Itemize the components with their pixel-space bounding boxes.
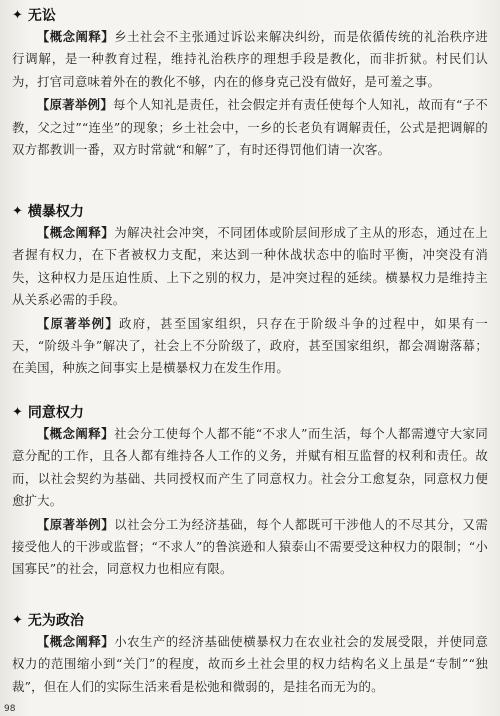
section-hengbao-quanli bbox=[12, 203, 488, 380]
section-heading bbox=[12, 612, 488, 630]
paragraph-text: 乡土社会不主张通过诉讼来解决纠纷，而是依循传统的礼治秩序进行调解，是一种教育过程，维持礼治秩序的理想手段是教化，而非折狱。村民们认为，打官司意味着外在的教化不够，内在的修身克己没有做好，是可羞之事。 bbox=[12, 29, 488, 89]
example-tag: 【原著举例】 bbox=[36, 315, 120, 331]
paragraph-text: 社会分工使每个人都不能“不求人”而生活，每个人都需遵守大家同意分配的工作，且各人都有维持各人工作的义务，并赋有相互监督的权利和责任。故而，以社会契约为基础、共同授权而产生了同意权力。社会分工愈复杂，同意权力便愈扩大。 bbox=[12, 426, 489, 509]
paragraph-text: 小农生产的经济基础使横暴权力在农业社会的发展受限，并使同意权力的范围缩小到“关门”的程度，故而乡土社会里的权力结构名义上虽是“专制”“独裁”，但在人们的实际生活来看是松弛和微弱的，是挂名而无为的。 bbox=[12, 634, 488, 694]
section-title: 同意权力 bbox=[27, 405, 84, 421]
concept-tag: 【概念阐释】 bbox=[36, 225, 115, 240]
section-wuwei-zhengzhi bbox=[12, 612, 488, 698]
star-icon: ✦ bbox=[12, 8, 23, 23]
paragraph-text: 以社会分工为经济基础，每个人都既可干涉他人的不尽其分，又需接受他人的干涉或监督；“不求人”的鲁滨逊和人猿泰山不需要受这种权力的限制；“小国寡民”的社会，同意权力也相应有限。 bbox=[12, 516, 488, 577]
concept-tag: 【概念阐释】 bbox=[36, 426, 115, 441]
concept-paragraph bbox=[12, 631, 488, 698]
example-paragraph bbox=[12, 94, 488, 161]
section-title: 无为政治 bbox=[27, 613, 84, 629]
concept-tag: 【概念阐释】 bbox=[36, 634, 115, 649]
paragraph-text: 政府，甚至国家组织，只存在于阶级斗争的过程中，如果有一天，“阶级斗争”解决了，社会上不分阶级了，政府，甚至国家组织，都会凋谢落幕；在美国，种族之间事实上是横暴权力在发生作用。 bbox=[12, 315, 489, 376]
example-tag: 【原著举例】 bbox=[36, 516, 115, 532]
concept-paragraph bbox=[12, 222, 488, 312]
section-heading bbox=[12, 203, 488, 221]
paragraph-text: 每个人知礼是责任，社会假定并有责任使每个人知礼，故而有“子不教，父之过”“连坐”的现象；乡土社会中，一乡的长老负有调解责任，公式是把调解的双方都教训一番，双方时常就“和解”了，有时还得罚他们请一次客。 bbox=[12, 97, 488, 158]
star-icon: ✦ bbox=[12, 204, 23, 219]
section-heading bbox=[12, 404, 488, 422]
section-title: 无讼 bbox=[27, 8, 56, 24]
example-paragraph bbox=[12, 514, 488, 581]
paragraph-text: 为解决社会冲突，不同团体或阶层间形成了主从的形态，通过在上者握有权力，在下者被权力支配，来达到一种休战状态中的临时平衡，冲突没有消失，这种权力是压迫性质、上下之别的权力，是冲突过程的延续。横暴权力是维持主从关系必需的手段。 bbox=[12, 225, 488, 308]
star-icon: ✦ bbox=[12, 405, 23, 420]
concept-tag: 【概念阐释】 bbox=[36, 29, 115, 44]
concept-paragraph bbox=[12, 26, 488, 93]
section-tongyi-quanli bbox=[12, 404, 488, 581]
page-number: 98 bbox=[4, 704, 16, 714]
concept-paragraph bbox=[12, 423, 488, 513]
example-paragraph bbox=[12, 313, 488, 380]
star-icon: ✦ bbox=[12, 613, 23, 628]
example-tag: 【原著举例】 bbox=[36, 97, 114, 113]
section-heading bbox=[12, 7, 488, 25]
section-wusong bbox=[12, 7, 488, 161]
section-title: 横暴权力 bbox=[27, 204, 84, 220]
